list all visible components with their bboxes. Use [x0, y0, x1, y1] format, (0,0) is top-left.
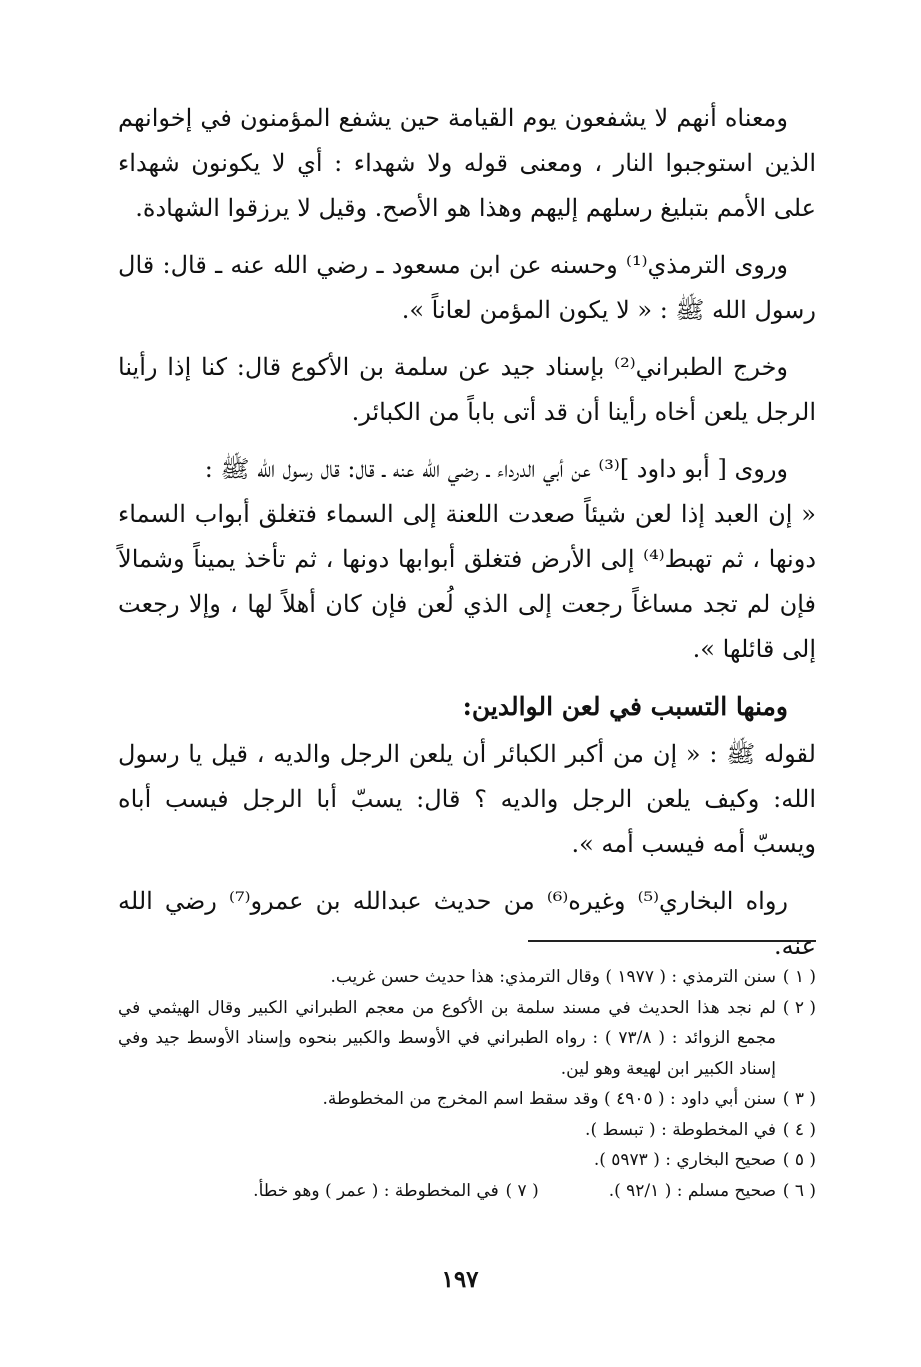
- paragraph-abu-dawud: وروى [ أبو داود ]⁽³⁾ عن أبي الدرداء ـ رضي الله عنه ـ قال: قال رسول الله ﷺ :: [204, 455, 788, 483]
- footnote-text: سنن الترمذي : ( ١٩٧٧ ) وقال الترمذي: هذا حديث حسن غريب.: [330, 967, 776, 987]
- footnotes: [118, 962, 816, 1206]
- footnote-item: [118, 993, 816, 1085]
- footnote-item: [118, 1084, 816, 1115]
- footnote-number: ( ٣ ): [782, 1089, 816, 1109]
- footnote-text: صحيح البخاري : ( ٥٩٧٣ ).: [593, 1150, 776, 1170]
- footnote-item: [609, 1176, 816, 1207]
- footnote-item: [118, 962, 816, 993]
- footnote-text: في المخطوطة : ( عمر ) وهو خطأ.: [253, 1180, 499, 1201]
- main-text: [118, 96, 816, 981]
- footnote-number: ( ٤ ): [782, 1119, 816, 1140]
- paragraph-hadith: لقوله ﷺ : « إن من أكبر الكبائر أن يلعن الرجل والديه ، قيل يا رسول الله: وكيف يلعن الرجل والديه ؟ قال: يسبّ أبا الرجل فيسب أباه ويسبّ أمه فيسب أمه ».: [118, 740, 816, 858]
- section-heading: ومنها التسبب في لعن الوالدين:: [462, 692, 788, 721]
- footnote-item: [118, 1115, 816, 1146]
- footnote-text: في المخطوطة : ( تبسط ).: [585, 1119, 776, 1140]
- footnote-number: ( ٥ ): [782, 1150, 816, 1170]
- footnote-number: ( ١ ): [782, 967, 816, 987]
- paragraph-narration: رواه البخاري⁽⁵⁾ وغيره⁽⁶⁾ من حديث عبدالله بن عمرو⁽⁷⁾ رضي الله عنه.: [118, 887, 816, 960]
- page-number: ١٩٧: [441, 1266, 479, 1293]
- footnote-item: [253, 1176, 539, 1207]
- hadith-quote: « إن العبد إذا لعن شيئاً صعدت اللعنة إلى السماء فتغلق أبواب السماء دونها ، ثم تهبط⁽⁴⁾ إلى الأرض فتغلق أبوابها دونها ، ثم تأخذ يميناً وشمالاً فإن لم تجد مساغاً رجعت إلى الذي لُعن فإن كان أهلاً لها ، وإلا رجعت إلى قائلها ».: [118, 500, 817, 663]
- paragraph-meaning: ومعناه أنهم لا يشفعون يوم القيامة حين يشفع المؤمنون في إخوانهم الذين استوجبوا النار ، ومعنى قوله ولا شهداء : أي لا يكونون شهداء على الأمم بتبليغ رسلهم إليهم وهذا هو الأصح. وقيل لا يرزقوا الشهادة.: [118, 104, 816, 222]
- paragraph-tabarani: وخرج الطبراني⁽²⁾ بإسناد جيد عن سلمة بن الأكوع قال: كنا إذا رأينا الرجل يلعن أخاه رأينا أن قد أتى باباً من الكبائر.: [118, 353, 816, 426]
- footnote-item: [118, 1145, 816, 1176]
- footnote-divider: [528, 940, 816, 942]
- footnote-number: ( ٢ ): [782, 997, 816, 1018]
- footnote-number: ( ٦ ): [782, 1180, 816, 1201]
- footnote-text: سنن أبي داود : ( ٤٩٠٥ ) وقد سقط اسم المخرج من المخطوطة.: [322, 1089, 776, 1109]
- footnote-text: صحيح مسلم : ( ٩٢/١ ).: [608, 1180, 776, 1201]
- paragraph-tirmidhi: وروى الترمذي⁽¹⁾ وحسنه عن ابن مسعود ـ رضي الله عنه ـ قال: قال رسول الله ﷺ : « لا يكون المؤمن لعاناً ».: [118, 251, 816, 324]
- footnote-row: [118, 1176, 816, 1207]
- footnote-number: ( ٧ ): [505, 1180, 539, 1201]
- footnote-text: لم نجد هذا الحديث في مسند سلمة بن الأكوع من معجم الطبراني الكبير وقال الهيثمي في مجمع الزوائد : ( ٧٣/٨ ) : رواه الطبراني في الأوسط والكبير بنحوه وإسناد الأوسط جيد وفي إسناد الكبير ابن لهيعة وهو لين.: [118, 997, 776, 1079]
- abu-dawud-block: [118, 447, 816, 672]
